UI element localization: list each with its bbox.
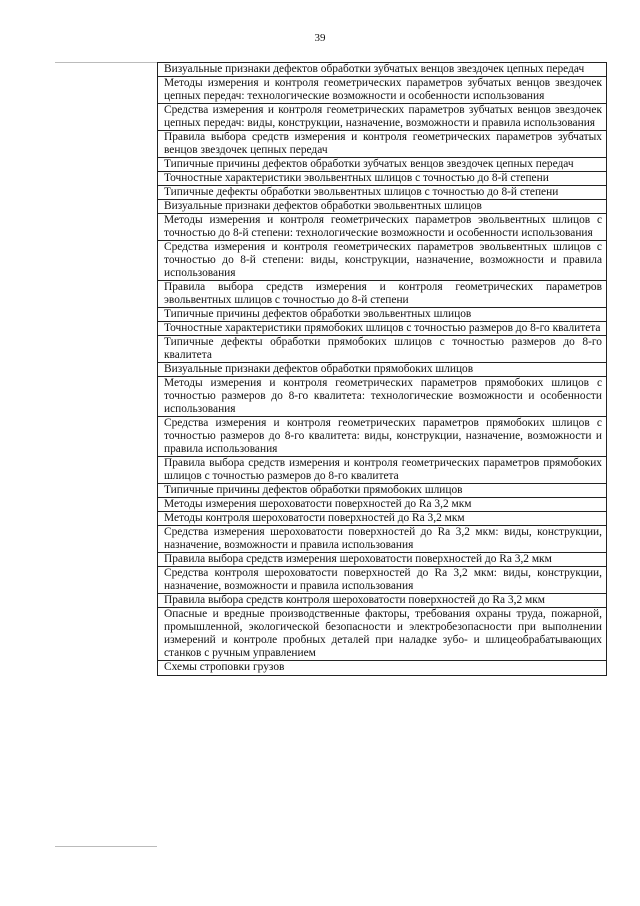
- table-cell: Типичные дефекты обработки прямобоких шлицов с точностью размеров до 8-го квалитета: [158, 336, 607, 363]
- table-cell: Правила выбора средств контроля шероховатости поверхностей до Ra 3,2 мкм: [158, 594, 607, 608]
- knowledge-requirements-table: [157, 62, 607, 676]
- table-row: [158, 526, 607, 553]
- table-row: [158, 363, 607, 377]
- table-row: [158, 172, 607, 186]
- table-row: [158, 594, 607, 608]
- table-cell: Методы измерения и контроля геометрических параметров прямобоких шлицов с точностью размеров до 8-го квалитета: технологические возможности и особенности использования: [158, 377, 607, 417]
- table-row: [158, 131, 607, 158]
- table-row: [158, 322, 607, 336]
- table-cell: Правила выбора средств измерения и контроля геометрических параметров эвольвентных шлицов с точностью до 8-й степени: [158, 281, 607, 308]
- table-cell: Схемы строповки грузов: [158, 661, 607, 676]
- table-row: [158, 417, 607, 457]
- table-cell: Правила выбора средств измерения и контроля геометрических параметров зубчатых венцов звездочек цепных передач: [158, 131, 607, 158]
- table-cell: Правила выбора средств измерения и контроля геометрических параметров прямобоких шлицов с точностью размеров до 8-го квалитета: [158, 457, 607, 484]
- table-cell: Визуальные признаки дефектов обработки зубчатых венцов звездочек цепных передач: [158, 63, 607, 77]
- table-cell: Правила выбора средств измерения шероховатости поверхностей до Ra 3,2 мкм: [158, 553, 607, 567]
- table-row: [158, 512, 607, 526]
- table-row: [158, 77, 607, 104]
- table-row: [158, 186, 607, 200]
- table-row: [158, 200, 607, 214]
- table-row: [158, 553, 607, 567]
- table-row: [158, 377, 607, 417]
- table-cell: Средства контроля шероховатости поверхностей до Ra 3,2 мкм: виды, конструкции, назначение, возможности и правила использования: [158, 567, 607, 594]
- table-cell: Точностные характеристики прямобоких шлицов с точностью размеров до 8-го квалитета: [158, 322, 607, 336]
- table-cell: Методы измерения и контроля геометрических параметров зубчатых венцов звездочек цепных передач: технологические возможности и особенности использования: [158, 77, 607, 104]
- page-number: 39: [314, 32, 326, 44]
- table-row: [158, 281, 607, 308]
- table-row: [158, 214, 607, 241]
- table-row: [158, 336, 607, 363]
- table-cell: Опасные и вредные производственные факторы, требования охраны труда, пожарной, промышленной, экологической безопасности и электробезопасности при выполнении измерений и контроле пробных деталей при наладке зубо- и шлицеобрабатывающих станков с ручным управлением: [158, 608, 607, 661]
- left-column-bottom-border: [55, 846, 157, 847]
- table-row: [158, 661, 607, 676]
- table-cell: Типичные причины дефектов обработки прямобоких шлицов: [158, 484, 607, 498]
- table-row: [158, 241, 607, 281]
- table-row: [158, 457, 607, 484]
- table-cell: Средства измерения и контроля геометрических параметров зубчатых венцов звездочек цепных передач: виды, конструкции, назначение, возможности и правила использования: [158, 104, 607, 131]
- table-cell: Типичные причины дефектов обработки эвольвентных шлицов: [158, 308, 607, 322]
- table-cell: Типичные дефекты обработки эвольвентных шлицов с точностью до 8-й степени: [158, 186, 607, 200]
- table-cell: Методы контроля шероховатости поверхностей до Ra 3,2 мкм: [158, 512, 607, 526]
- table-row: [158, 567, 607, 594]
- table-cell: Визуальные признаки дефектов обработки прямобоких шлицов: [158, 363, 607, 377]
- table-cell: Средства измерения шероховатости поверхностей до Ra 3,2 мкм: виды, конструкции, назначение, возможности и правила использования: [158, 526, 607, 553]
- left-column-top-border: [55, 62, 157, 63]
- table-row: [158, 63, 607, 77]
- table-row: [158, 484, 607, 498]
- table-cell: Типичные причины дефектов обработки зубчатых венцов звездочек цепных передач: [158, 158, 607, 172]
- table-cell: Методы измерения и контроля геометрических параметров эвольвентных шлицов с точностью до 8-й степени: технологические возможности и особенности использования: [158, 214, 607, 241]
- table-cell: Точностные характеристики эвольвентных шлицов с точностью до 8-й степени: [158, 172, 607, 186]
- table-row: [158, 308, 607, 322]
- table-row: [158, 498, 607, 512]
- table-cell: Средства измерения и контроля геометрических параметров прямобоких шлицов с точностью размеров до 8-го квалитета: виды, конструкции, назначение, возможности и правила использования: [158, 417, 607, 457]
- table-cell: Визуальные признаки дефектов обработки эвольвентных шлицов: [158, 200, 607, 214]
- table-row: [158, 608, 607, 661]
- table-cell: Средства измерения и контроля геометрических параметров эвольвентных шлицов с точностью до 8-й степени: виды, конструкции, назначение, возможности и правила использования: [158, 241, 607, 281]
- table-row: [158, 158, 607, 172]
- table-row: [158, 104, 607, 131]
- table-cell: Методы измерения шероховатости поверхностей до Ra 3,2 мкм: [158, 498, 607, 512]
